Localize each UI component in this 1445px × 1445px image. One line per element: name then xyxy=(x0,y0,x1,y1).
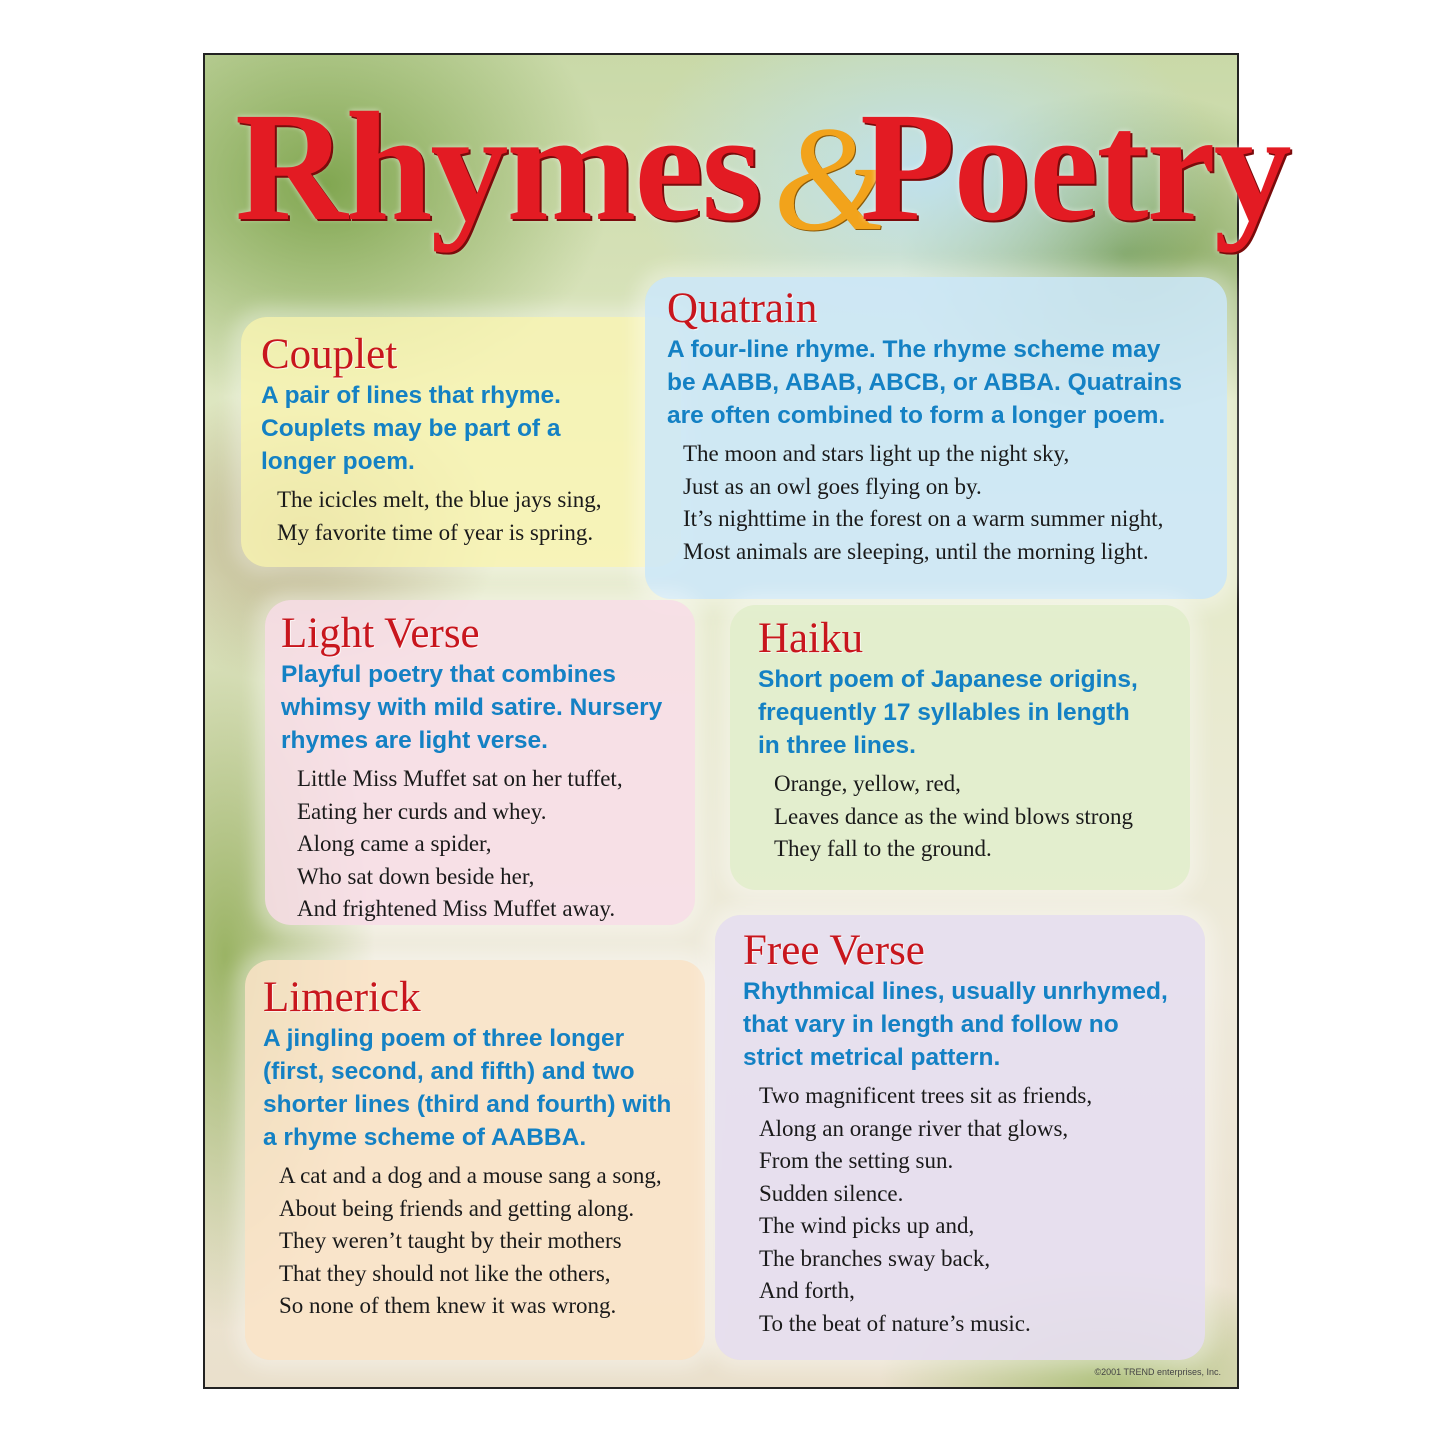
free-verse-description: Rhythmical lines, usually unrhymed, that vary in length and follow no strict metrical pattern. xyxy=(743,978,1168,1071)
poem-line: To the beat of nature’s music. xyxy=(759,1310,1031,1336)
poem-line: They fall to the ground. xyxy=(774,836,992,861)
quatrain-poem xyxy=(683,438,1227,568)
poem-line: From the setting sun. xyxy=(759,1148,954,1173)
poem-line: Along came a spider, xyxy=(297,831,492,856)
poem-line: Most animals are sleeping, until the morning light. xyxy=(683,538,1149,564)
poem-line: My favorite time of year is spring. xyxy=(277,519,594,545)
limerick-poem xyxy=(279,1160,705,1323)
quatrain-description: A four-line rhyme. The rhyme scheme may be AABB, ABAB, ABCB, or ABBA. Quatrains are often combined to form a longer poem. xyxy=(667,336,1182,429)
poem-line: That they should not like the others, xyxy=(279,1260,611,1286)
poem-line: Along an orange river that glows, xyxy=(759,1115,1069,1141)
free-verse-heading: Free Verse xyxy=(743,927,925,974)
poem-line: They weren’t taught by their mothers xyxy=(279,1228,622,1253)
haiku-heading: Haiku xyxy=(758,615,864,662)
haiku-poem xyxy=(774,768,1190,866)
couplet-panel xyxy=(241,317,681,567)
light-verse-heading: Light Verse xyxy=(281,610,480,657)
light-verse-poem xyxy=(297,763,695,926)
quatrain-heading: Quatrain xyxy=(667,285,818,332)
poem-line: The moon and stars light up the night sky, xyxy=(683,441,1070,466)
poem-line: The branches sway back, xyxy=(759,1245,991,1271)
poem-line: Orange, yellow, red, xyxy=(774,771,961,796)
haiku-panel xyxy=(730,605,1190,890)
poem-line: So none of them knew it was wrong. xyxy=(279,1293,617,1318)
title-ampersand: & xyxy=(773,96,890,262)
poem-line: Two magnificent trees sit as friends, xyxy=(759,1083,1093,1108)
poem-line: The wind picks up and, xyxy=(759,1213,975,1238)
couplet-description: A pair of lines that rhyme. Couplets may be part of a longer poem. xyxy=(261,382,561,475)
poem-line: Leaves dance as the wind blows strong xyxy=(774,803,1133,829)
couplet-poem xyxy=(277,484,681,549)
poem-line: Sudden silence. xyxy=(759,1180,904,1206)
limerick-panel xyxy=(245,960,705,1360)
couplet-heading: Couplet xyxy=(261,331,398,378)
poster-title xyxy=(235,77,1290,287)
poem-line: The icicles melt, the blue jays sing, xyxy=(277,487,602,512)
poem-line: Eating her curds and whey. xyxy=(297,798,547,824)
free-verse-poem xyxy=(759,1080,1205,1340)
poster xyxy=(203,53,1290,1389)
poem-line: Who sat down beside her, xyxy=(297,863,535,889)
poem-line: About being friends and getting along. xyxy=(279,1195,635,1221)
light-verse-panel xyxy=(265,600,695,925)
title-word-rhymes: Rhymes xyxy=(235,80,761,253)
limerick-description: A jingling poem of three longer (first, second, and fifth) and two shorter lines (third and fourth) with a rhyme scheme of AABBA. xyxy=(263,1025,672,1151)
limerick-heading: Limerick xyxy=(263,974,421,1021)
poem-line: And frightened Miss Muffet away. xyxy=(297,896,616,921)
poem-line: And forth, xyxy=(759,1278,855,1303)
copyright-notice: ©2001 TREND enterprises, Inc. xyxy=(1094,1367,1221,1377)
poem-line: It’s nighttime in the forest on a warm summer night, xyxy=(683,506,1164,531)
quatrain-panel xyxy=(645,277,1227,599)
light-verse-description: Playful poetry that combines whimsy with mild satire. Nursery rhymes are light verse. xyxy=(281,661,663,754)
poem-line: A cat and a dog and a mouse sang a song, xyxy=(279,1163,662,1188)
free-verse-panel xyxy=(715,915,1205,1360)
poem-line: Just as an owl goes flying on by. xyxy=(683,473,982,499)
poem-line: Little Miss Muffet sat on her tuffet, xyxy=(297,766,623,791)
title-word-poetry: Poetry xyxy=(860,80,1290,253)
haiku-description: Short poem of Japanese origins, frequently 17 syllables in length in three lines. xyxy=(758,666,1138,759)
